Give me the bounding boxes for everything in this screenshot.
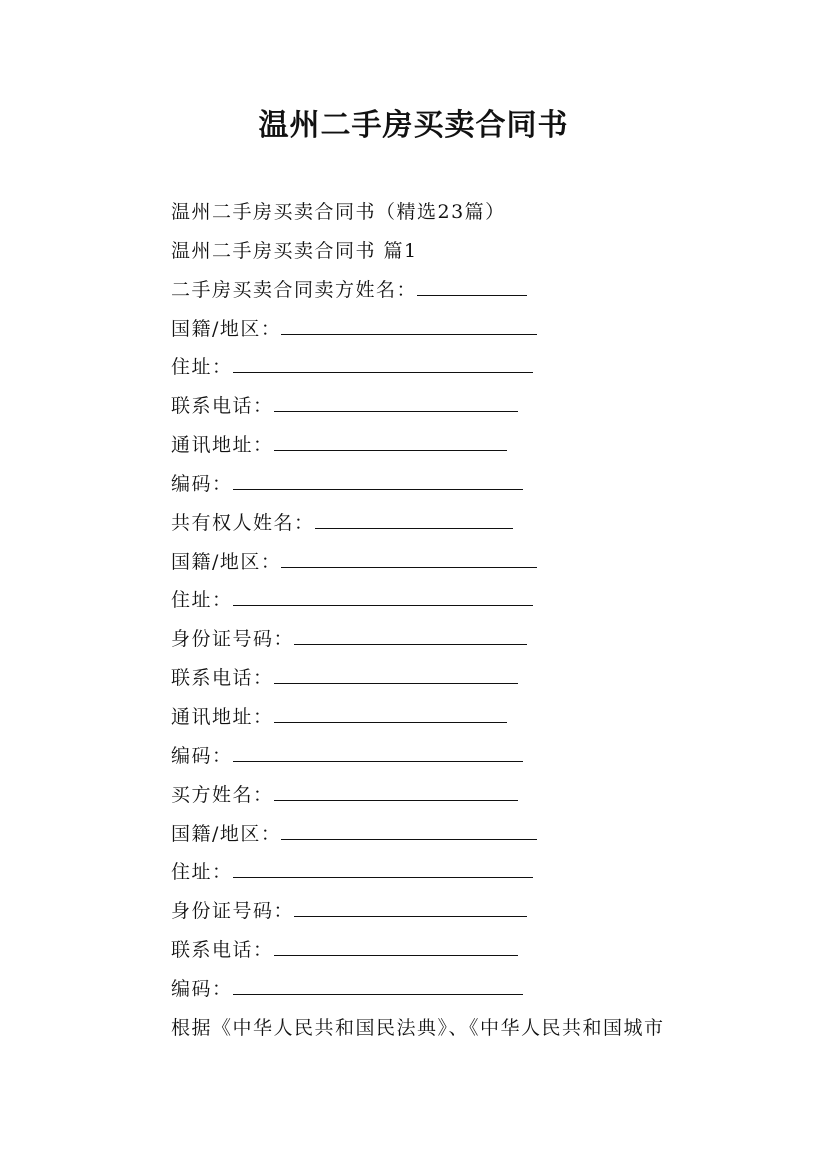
blank-underline [274, 799, 518, 801]
subtitle-line [171, 193, 731, 232]
field-label: 买方姓名： [171, 783, 274, 806]
buyer-nationality-field [171, 815, 731, 854]
field-label: 住址： [171, 861, 233, 884]
buyer-id-field [171, 892, 731, 931]
field-label: 国籍/地区： [171, 822, 282, 845]
buyer-address-field [171, 853, 731, 892]
line-text: 温州二手房买卖合同书 篇1 [171, 239, 418, 262]
document-body [171, 193, 731, 1048]
seller-name-field [171, 271, 731, 310]
seller-postcode-field [171, 465, 731, 504]
co-owner-phone-field [171, 659, 731, 698]
blank-underline [417, 294, 527, 296]
field-label: 国籍/地区： [171, 550, 282, 573]
co-owner-nationality-field [171, 543, 731, 582]
seller-address-field [171, 348, 731, 387]
blank-underline [294, 643, 527, 645]
blank-underline [274, 721, 507, 723]
field-label: 身份证号码： [171, 628, 295, 651]
blank-underline [281, 838, 537, 840]
co-owner-mailing-address-field [171, 698, 731, 737]
blank-underline [281, 333, 537, 335]
field-label: 二手房买卖合同卖方姓名： [171, 278, 418, 301]
blank-underline [294, 915, 527, 917]
co-owner-name-field [171, 504, 731, 543]
field-label: 国籍/地区： [171, 317, 282, 340]
blank-underline [233, 371, 533, 373]
blank-underline [281, 566, 537, 568]
blank-underline [233, 760, 523, 762]
seller-nationality-field [171, 310, 731, 349]
buyer-phone-field [171, 931, 731, 970]
field-label: 通讯地址： [171, 705, 274, 728]
co-owner-id-field [171, 620, 731, 659]
field-label: 通讯地址： [171, 434, 274, 457]
field-label: 编码： [171, 977, 233, 1000]
blank-underline [233, 876, 533, 878]
field-label: 共有权人姓名： [171, 511, 315, 534]
field-label: 联系电话： [171, 395, 274, 418]
blank-underline [274, 954, 518, 956]
section-heading [171, 232, 731, 271]
line-text: 温州二手房买卖合同书（精选23篇） [171, 201, 506, 223]
co-owner-postcode-field [171, 737, 731, 776]
blank-underline [233, 488, 523, 490]
blank-underline [274, 410, 518, 412]
field-label: 联系电话： [171, 939, 274, 962]
co-owner-address-field [171, 581, 731, 620]
field-label: 身份证号码： [171, 900, 295, 923]
seller-mailing-address-field [171, 426, 731, 465]
blank-underline [274, 682, 518, 684]
line-text: 根据《中华人民共和国民法典》、《中华人民共和国城市 [171, 1016, 665, 1039]
document-title: 温州二手房买卖合同书 [258, 108, 569, 143]
field-label: 编码： [171, 744, 233, 767]
field-label: 编码： [171, 472, 233, 495]
field-label: 住址： [171, 589, 233, 612]
blank-underline [233, 993, 523, 995]
blank-underline [274, 449, 507, 451]
field-label: 联系电话： [171, 667, 274, 690]
body-paragraph [171, 1009, 731, 1048]
buyer-name-field [171, 776, 731, 815]
buyer-postcode-field [171, 970, 731, 1009]
blank-underline [315, 527, 513, 529]
blank-underline [233, 604, 533, 606]
seller-phone-field [171, 387, 731, 426]
field-label: 住址： [171, 356, 233, 379]
